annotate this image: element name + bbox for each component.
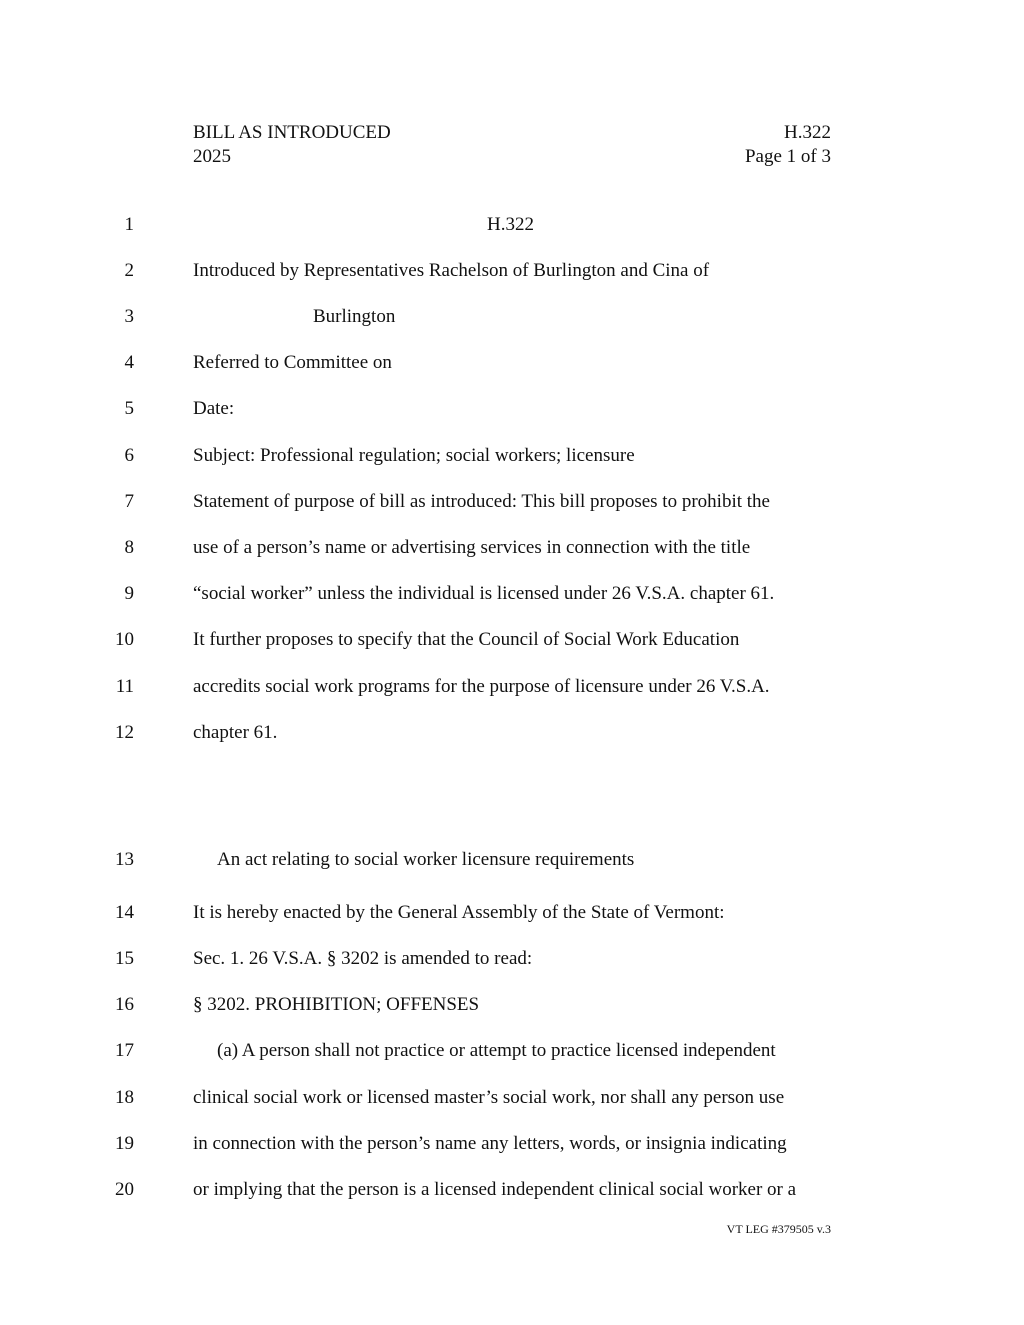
enacting-clause: It is hereby enacted by the General Assembly of the State of Vermont: bbox=[193, 902, 725, 923]
line-number: 17 bbox=[115, 1040, 134, 1061]
line-number: 12 bbox=[115, 722, 134, 743]
document-id: VT LEG #379505 v.3 bbox=[726, 1222, 831, 1236]
line-number: 3 bbox=[124, 306, 134, 327]
bill-line bbox=[100, 993, 940, 1017]
line-number: 1 bbox=[124, 214, 134, 235]
line-number: 9 bbox=[124, 583, 134, 604]
statement-of-purpose: chapter 61. bbox=[193, 722, 278, 743]
bill-line bbox=[100, 536, 940, 560]
line-number: 19 bbox=[115, 1133, 134, 1154]
section-heading: Sec. 1. 26 V.S.A. § 3202 is amended to read: bbox=[193, 948, 533, 969]
line-number: 15 bbox=[115, 948, 134, 969]
bill-year: 2025 bbox=[193, 146, 231, 167]
bill-line bbox=[100, 490, 940, 514]
bill-line bbox=[100, 213, 940, 237]
bill-line bbox=[100, 947, 940, 971]
date-label: Date: bbox=[193, 398, 235, 419]
statement-of-purpose: use of a person’s name or advertising services in connection with the title bbox=[193, 537, 751, 558]
bill-status: BILL AS INTRODUCED bbox=[193, 122, 391, 143]
bill-line bbox=[100, 901, 940, 925]
bill-title: H.322 bbox=[487, 214, 534, 235]
statement-of-purpose: “social worker” unless the individual is licensed under 26 V.S.A. chapter 61. bbox=[193, 583, 775, 604]
bill-line bbox=[100, 1178, 940, 1202]
bill-line bbox=[100, 397, 940, 421]
statement-of-purpose: It further proposes to specify that the Council of Social Work Education bbox=[193, 629, 740, 650]
act-title: An act relating to social worker licensure requirements bbox=[217, 849, 635, 870]
sponsors-continued: Burlington bbox=[313, 306, 396, 327]
bill-line bbox=[100, 1086, 940, 1110]
sponsors-text: Introduced by Representatives Rachelson of Burlington and Cina of bbox=[193, 260, 710, 281]
line-number: 10 bbox=[115, 629, 134, 650]
line-number: 8 bbox=[124, 537, 134, 558]
line-number: 18 bbox=[115, 1087, 134, 1108]
bill-line bbox=[100, 305, 940, 329]
bill-line bbox=[100, 351, 940, 375]
line-number: 20 bbox=[115, 1179, 134, 1200]
line-number: 11 bbox=[115, 676, 134, 697]
statement-of-purpose: Statement of purpose of bill as introduced: This bill proposes to prohibit the bbox=[193, 491, 770, 512]
line-number: 2 bbox=[124, 260, 134, 281]
statute-heading: § 3202. PROHIBITION; OFFENSES bbox=[193, 994, 480, 1015]
bill-line bbox=[100, 848, 940, 872]
statute-text: in connection with the person’s name any letters, words, or insignia indicating bbox=[193, 1133, 787, 1154]
statement-of-purpose: accredits social work programs for the purpose of licensure under 26 V.S.A. bbox=[193, 676, 770, 697]
statute-text: (a) A person shall not practice or attempt to practice licensed independent bbox=[217, 1040, 776, 1061]
bill-line bbox=[100, 582, 940, 606]
page-info: Page 1 of 3 bbox=[744, 146, 831, 167]
statute-text: clinical social work or licensed master’s social work, nor shall any person use bbox=[193, 1087, 785, 1108]
line-number: 6 bbox=[124, 445, 134, 466]
bill-line bbox=[100, 675, 940, 699]
line-number: 13 bbox=[115, 849, 134, 870]
line-number: 5 bbox=[124, 398, 134, 419]
bill-number: H.322 bbox=[784, 122, 831, 143]
statute-text: or implying that the person is a licensed independent clinical social worker or a bbox=[193, 1179, 797, 1200]
line-number: 7 bbox=[124, 491, 134, 512]
line-number: 14 bbox=[115, 902, 134, 923]
bill-line bbox=[100, 1132, 940, 1156]
bill-line bbox=[100, 628, 940, 652]
committee-referral: Referred to Committee on bbox=[193, 352, 392, 373]
bill-line bbox=[100, 444, 940, 468]
bill-line bbox=[100, 721, 940, 745]
bill-line bbox=[100, 259, 940, 283]
bill-line bbox=[100, 1039, 940, 1063]
line-number: 16 bbox=[115, 994, 134, 1015]
subject-text: Subject: Professional regulation; social workers; licensure bbox=[193, 445, 635, 466]
line-number: 4 bbox=[124, 352, 134, 373]
